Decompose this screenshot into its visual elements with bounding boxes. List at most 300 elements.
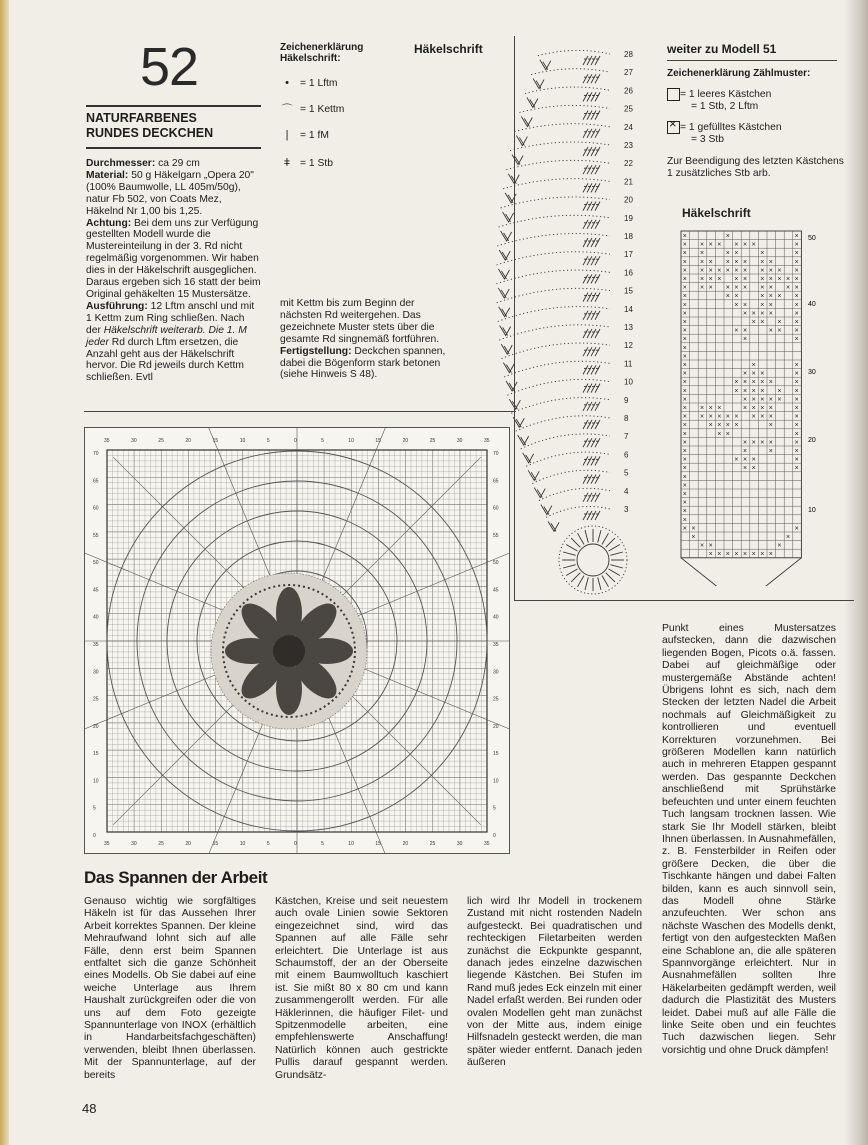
svg-text:×: ×	[760, 284, 765, 292]
svg-text:×: ×	[691, 534, 696, 541]
board-tick-left: 60	[93, 505, 99, 512]
svg-text:×: ×	[760, 405, 765, 412]
svg-text:×: ×	[760, 267, 765, 275]
continuation-heading: weiter zu Modell 51	[667, 42, 777, 56]
svg-text:×: ×	[777, 276, 782, 283]
round-number: 8	[624, 414, 629, 423]
svg-text:×: ×	[777, 542, 782, 550]
svg-text:×: ×	[725, 293, 730, 301]
round-number: 5	[624, 468, 629, 478]
svg-text:×: ×	[725, 422, 730, 430]
svg-text:×: ×	[717, 551, 722, 559]
svg-text:×: ×	[725, 413, 730, 421]
svg-text:×: ×	[794, 336, 799, 344]
svg-text:×: ×	[743, 370, 748, 378]
model-number: 52	[140, 37, 199, 97]
board-tick-right: 10	[493, 778, 499, 785]
execution-value-2: Rd durch Lftm ersetzen, die Anzahl geht aus der Häkelschrift hervor. Die Rd jeweils durch Kettm schließen. Evtl	[86, 336, 244, 384]
continuation-rule	[667, 60, 837, 61]
svg-text:×: ×	[743, 448, 748, 455]
board-tick-left: 0	[93, 833, 96, 839]
board-tick-bottom: 30	[131, 841, 137, 847]
svg-text:×: ×	[794, 241, 799, 249]
svg-text:×: ×	[734, 413, 739, 421]
round-number: 7	[624, 432, 629, 442]
svg-text:×: ×	[717, 413, 722, 421]
board-tick-top: 5	[266, 438, 270, 444]
svg-text:×: ×	[751, 439, 756, 447]
svg-text:×: ×	[751, 413, 756, 421]
round-number: 9	[624, 395, 629, 405]
board-tick-right: 5	[493, 805, 496, 812]
svg-text:×: ×	[768, 276, 773, 283]
svg-text:×: ×	[743, 551, 748, 559]
svg-text:×: ×	[760, 370, 765, 378]
empty-box-icon	[667, 88, 680, 101]
finishing-value: Deckchen spannen, dabei die Bögenform stark betonen (siehe Hinweis S 48).	[280, 345, 446, 381]
board-tick-bottom: 15	[375, 841, 381, 847]
model-title-line1: NATURFARBENES	[86, 111, 197, 125]
execution-label: Ausführung:	[86, 300, 148, 312]
board-tick-bottom: 25	[429, 841, 436, 847]
svg-text:×: ×	[768, 379, 773, 387]
count-legend-filled	[667, 121, 847, 134]
round-number: 11	[624, 359, 633, 369]
instructions-intro	[86, 158, 262, 384]
board-tick-right: 25	[493, 696, 499, 703]
svg-text:×: ×	[743, 284, 748, 292]
svg-text:×: ×	[768, 310, 773, 318]
svg-text:×: ×	[794, 319, 799, 326]
board-tick-right: 70	[493, 451, 499, 457]
count-legend-note: Zur Beendigung des letzten Kästchens 1 zusätzliches Stb arb.	[667, 156, 844, 179]
photo-frame-rule	[84, 411, 514, 412]
attention-value: Bei dem uns zur Verfügung gestellten Modell wurde die Mustereinteilung in der 3. Rd nicht regelmäßig vorgenommen. Wir haben dies in der Häkelschrift ausgeglichen. Daraus ergeben sich 16 statt der beim Original gehäkelten 15 Mustersätze.	[86, 217, 261, 300]
round-number: 14	[624, 304, 633, 314]
svg-text:×: ×	[725, 551, 730, 559]
svg-text:×: ×	[751, 396, 756, 404]
board-tick-right: 40	[493, 614, 499, 621]
svg-text:×: ×	[777, 319, 782, 326]
board-tick-top: 5	[321, 438, 324, 444]
svg-text:×: ×	[682, 508, 687, 516]
doily-photo	[211, 573, 367, 729]
svg-text:×: ×	[794, 379, 799, 387]
svg-text:×: ×	[786, 534, 791, 541]
filet-row-label: 10	[808, 507, 816, 514]
execution-value: 12 Lftm anschl und mit 1 Kettm zum Ring schließen. Nach der	[86, 300, 255, 336]
svg-text:×: ×	[682, 362, 687, 369]
svg-text:×: ×	[682, 439, 687, 447]
svg-text:×: ×	[794, 448, 799, 455]
svg-text:×: ×	[682, 276, 687, 283]
svg-text:×: ×	[743, 258, 748, 266]
heading-rule-bottom	[86, 147, 261, 149]
svg-text:×: ×	[725, 250, 730, 258]
svg-text:×: ×	[743, 405, 748, 412]
svg-text:×: ×	[768, 405, 773, 412]
board-tick-right: 55	[493, 532, 499, 539]
board-tick-left: 50	[93, 560, 99, 567]
count-legend	[667, 88, 847, 180]
round-number: 19	[624, 213, 633, 223]
board-tick-left: 40	[93, 614, 99, 621]
svg-text:×: ×	[708, 542, 713, 550]
legend-item-label: = 1 Kettm	[300, 103, 345, 115]
svg-text:×: ×	[751, 405, 756, 412]
chain-stitch-icon: •	[285, 77, 289, 89]
svg-text:×: ×	[794, 439, 799, 447]
svg-text:×: ×	[794, 362, 799, 369]
svg-text:×: ×	[708, 551, 713, 559]
svg-text:×: ×	[751, 319, 756, 326]
svg-text:×: ×	[734, 284, 739, 292]
svg-text:×: ×	[725, 430, 730, 438]
board-tick-top: 35	[484, 438, 490, 444]
board-tick-bottom: 5	[266, 841, 270, 847]
board-tick-right: 30	[493, 669, 499, 676]
count-legend-filled-detail: = 3 Stb	[691, 134, 724, 146]
svg-text:×: ×	[751, 362, 756, 369]
board-tick-left: 5	[93, 805, 96, 812]
svg-text:×: ×	[682, 233, 687, 240]
svg-text:×: ×	[760, 439, 765, 447]
double-crochet-icon: ǂ	[283, 157, 291, 169]
round-number: 23	[624, 141, 633, 150]
svg-text:×: ×	[717, 241, 722, 249]
svg-text:×: ×	[794, 310, 799, 318]
svg-text:×: ×	[743, 301, 748, 309]
svg-text:×: ×	[717, 267, 722, 275]
svg-text:×: ×	[743, 276, 748, 283]
svg-text:×: ×	[794, 233, 799, 240]
svg-text:×: ×	[760, 551, 765, 559]
svg-text:×: ×	[760, 310, 765, 318]
board-tick-right: 60	[493, 505, 499, 512]
legend-item-label: = 1 Stb	[300, 157, 333, 169]
svg-text:×: ×	[682, 370, 687, 378]
board-tick-left: 65	[93, 478, 99, 485]
round-number: 24	[624, 122, 633, 132]
svg-text:×: ×	[743, 336, 748, 344]
svg-text:×: ×	[734, 422, 739, 430]
count-legend-title: Zeichenerklärung Zählmuster:	[667, 68, 811, 79]
attention-label: Achtung:	[86, 217, 132, 229]
svg-text:×: ×	[682, 465, 687, 473]
svg-text:×: ×	[743, 310, 748, 318]
svg-text:×: ×	[777, 387, 782, 395]
svg-text:×: ×	[708, 267, 713, 275]
svg-text:×: ×	[794, 276, 799, 283]
svg-text:×: ×	[794, 405, 799, 412]
svg-text:×: ×	[777, 293, 782, 301]
svg-text:×: ×	[794, 301, 799, 309]
svg-text:×: ×	[717, 405, 722, 412]
board-tick-left: 45	[93, 587, 99, 594]
round-number: 21	[624, 177, 633, 187]
board-tick-top: 10	[348, 438, 354, 444]
round-number: 25	[624, 104, 633, 114]
board-tick-bottom: 30	[456, 841, 463, 847]
round-number: 27	[624, 68, 633, 78]
svg-text:×: ×	[682, 516, 687, 524]
svg-text:×: ×	[760, 413, 765, 421]
filet-row-label: 20	[808, 437, 816, 444]
svg-text:×: ×	[768, 293, 773, 301]
page-spine-shadow	[844, 0, 868, 1145]
svg-text:×: ×	[786, 276, 791, 283]
svg-text:×: ×	[786, 284, 791, 292]
svg-text:×: ×	[794, 370, 799, 378]
svg-text:×: ×	[708, 422, 713, 430]
svg-text:×: ×	[794, 387, 799, 395]
svg-text:×: ×	[682, 250, 687, 258]
svg-text:×: ×	[682, 293, 687, 301]
board-tick-bottom: 15	[212, 841, 219, 847]
board-tick-top: 35	[104, 438, 110, 444]
page-edge	[0, 0, 9, 1145]
board-tick-top: 25	[429, 438, 436, 444]
board-tick-right: 35	[493, 642, 499, 648]
round-number: 3	[624, 505, 629, 514]
svg-text:×: ×	[717, 430, 722, 438]
round-number: 22	[624, 159, 633, 169]
board-tick-bottom: 35	[104, 841, 110, 847]
body-column-3: lich wird Ihr Modell in trockenem Zustand mit nicht rostenden Nadeln aufgesteckt. Bei quadratischen und rechteckigen Filetarbeiten werden zunächst die Eckpunkte gespannt, danach jedes einzelne dazwischen liegende Kästchen. Bei Stufen im Rand muß jedes Eck einzeln mit einer Nadel erfaßt werden. Bei runden oder ovalen Modellen geht man zunächst von der Mitte aus, indem einige Hilfsnadeln gesteckt werden, die man später wieder entfernt. Danach jeden äußeren	[467, 896, 642, 1069]
svg-text:×: ×	[682, 241, 687, 249]
board-tick-bottom: 10	[239, 841, 246, 847]
svg-text:×: ×	[682, 319, 687, 326]
svg-text:×: ×	[743, 379, 748, 387]
board-tick-left: 15	[93, 751, 99, 758]
board-tick-top: 0	[294, 438, 297, 444]
blocking-board-photo	[84, 427, 510, 854]
svg-text:×: ×	[760, 258, 765, 266]
legend-item-slip	[280, 96, 400, 122]
svg-text:×: ×	[751, 370, 756, 378]
svg-text:×: ×	[682, 353, 687, 361]
legend-title: Zeichenerklärung Häkelschrift:	[280, 42, 364, 64]
round-number: 15	[624, 286, 633, 296]
body-column-2: Kästchen, Kreise und seit neuestem auch ovale Linien sowie Sektoren eingezeichnet sind, wird das Spannen auf alle Fälle sehr erleichtert. Die Unterlage ist aus Schaumstoff, der an der Oberseite mit einem Baumwolltuch kaschiert ist. Sie mißt 80 x 80 cm und kann zusammengerollt werden. Für alle Häklerinnen, die häufiger Filet- und Spitzenmodelle arbeiten, eine empfehlenswerte Anschaffung! Natürlich können auch gestrickte Pullis darauf gespannt werden. Grundsätz-	[275, 896, 448, 1081]
svg-text:×: ×	[734, 293, 739, 301]
board-tick-top: 25	[158, 438, 164, 444]
svg-text:×: ×	[777, 267, 782, 275]
board-tick-top: 15	[212, 438, 219, 444]
board-tick-left: 25	[93, 696, 99, 703]
svg-text:×: ×	[760, 379, 765, 387]
legend-item-label: = 1 Lftm	[300, 77, 338, 89]
svg-text:×: ×	[725, 233, 730, 240]
svg-text:×: ×	[717, 276, 722, 283]
svg-text:×: ×	[734, 456, 739, 464]
svg-text:×: ×	[794, 465, 799, 473]
svg-text:×: ×	[725, 258, 730, 266]
svg-text:×: ×	[743, 387, 748, 395]
svg-text:×: ×	[700, 267, 705, 275]
svg-text:×: ×	[768, 284, 773, 292]
legend-item-label: = 1 fM	[300, 129, 329, 141]
svg-text:×: ×	[700, 405, 705, 412]
svg-text:×: ×	[682, 379, 687, 387]
count-legend-empty	[667, 88, 847, 101]
svg-text:×: ×	[743, 241, 748, 249]
legend-list	[280, 70, 400, 178]
round-number: 4	[624, 486, 629, 496]
board-tick-left: 35	[93, 642, 99, 648]
material-label: Material:	[86, 169, 129, 181]
right-panel-bottom-rule	[514, 600, 854, 601]
filet-chart-title: Häkelschrift	[682, 206, 751, 220]
board-tick-top: 10	[239, 438, 246, 444]
board-tick-bottom: 10	[348, 841, 354, 847]
board-tick-left: 70	[93, 451, 99, 457]
svg-text:×: ×	[682, 336, 687, 344]
svg-text:×: ×	[708, 258, 713, 266]
crochet-chart-title: Häkelschrift	[414, 42, 483, 56]
board-tick-left: 30	[93, 669, 99, 676]
svg-text:×: ×	[734, 551, 739, 559]
svg-text:×: ×	[682, 258, 687, 266]
svg-text:×: ×	[725, 284, 730, 292]
board-tick-top: 20	[185, 438, 191, 444]
svg-text:×: ×	[734, 250, 739, 258]
svg-text:×: ×	[700, 542, 705, 550]
single-crochet-icon: |	[285, 129, 289, 141]
round-number: 18	[624, 232, 633, 241]
svg-text:×: ×	[682, 387, 687, 395]
board-tick-right: 20	[493, 723, 499, 730]
svg-text:×: ×	[682, 430, 687, 438]
svg-text:×: ×	[734, 241, 739, 249]
board-tick-right: 15	[493, 751, 499, 758]
svg-text:×: ×	[743, 465, 748, 473]
execution-italic: Häkelschrift weiterarb. Die 1. M jeder	[86, 324, 247, 348]
svg-text:×: ×	[751, 387, 756, 395]
round-number: 20	[624, 195, 633, 205]
svg-text:×: ×	[682, 267, 687, 275]
svg-text:×: ×	[734, 387, 739, 395]
svg-text:×: ×	[734, 301, 739, 309]
svg-text:×: ×	[725, 267, 730, 275]
svg-text:×: ×	[700, 413, 705, 421]
svg-text:×: ×	[760, 387, 765, 395]
heading-rule-top	[86, 105, 261, 107]
svg-text:×: ×	[794, 413, 799, 421]
svg-text:×: ×	[743, 267, 748, 275]
page-number: 48	[82, 1101, 97, 1116]
svg-text:×: ×	[768, 301, 773, 309]
finishing-label: Fertigstellung:	[280, 345, 352, 357]
svg-text:×: ×	[760, 276, 765, 283]
svg-text:×: ×	[751, 465, 756, 473]
svg-text:×: ×	[768, 422, 773, 430]
svg-text:×: ×	[682, 473, 687, 481]
board-tick-left: 20	[93, 723, 99, 730]
right-panel-divider	[514, 36, 515, 601]
svg-text:×: ×	[760, 301, 765, 309]
count-legend-empty-label: = 1 leeres Kästchen	[680, 89, 772, 101]
svg-text:×: ×	[751, 551, 756, 559]
svg-text:×: ×	[734, 267, 739, 275]
svg-text:×: ×	[768, 551, 773, 559]
round-number: 28	[624, 50, 633, 59]
svg-text:×: ×	[794, 284, 799, 292]
board-tick-left: 10	[93, 778, 99, 785]
count-legend-empty-detail: = 1 Stb, 2 Lftm	[691, 101, 759, 113]
svg-text:×: ×	[708, 276, 713, 283]
svg-text:×: ×	[708, 241, 713, 249]
svg-text:×: ×	[700, 241, 705, 249]
svg-text:×: ×	[760, 293, 765, 301]
svg-text:×: ×	[682, 448, 687, 455]
board-tick-right: 45	[493, 587, 499, 594]
svg-text:×: ×	[760, 396, 765, 404]
material-value: 50 g Häkelgarn „Opera 20" (100% Baumwolle, LL 405m/50g), natur Fb 502, von Coats Mez, Häkelnd Nr 1,00 bis 1,25.	[86, 169, 254, 217]
svg-text:×: ×	[751, 241, 756, 249]
svg-text:×: ×	[682, 525, 687, 533]
legend-item-double	[280, 148, 400, 178]
svg-text:×: ×	[768, 327, 773, 335]
round-number: 6	[624, 450, 629, 460]
svg-text:×: ×	[794, 525, 799, 533]
round-number: 16	[624, 268, 633, 278]
round-number: 13	[624, 323, 633, 332]
svg-text:×: ×	[768, 396, 773, 404]
svg-text:×: ×	[768, 439, 773, 447]
svg-text:×: ×	[794, 258, 799, 266]
svg-text:×: ×	[743, 396, 748, 404]
instructions-continued	[280, 298, 458, 381]
svg-text:×: ×	[743, 456, 748, 464]
slip-stitch-icon: ⌒	[281, 104, 293, 116]
svg-text:×: ×	[760, 250, 765, 258]
legend-item-chain	[280, 70, 400, 96]
svg-text:×: ×	[794, 293, 799, 301]
svg-text:×: ×	[682, 284, 687, 292]
board-tick-right: 0	[493, 833, 496, 839]
svg-text:×: ×	[682, 456, 687, 464]
svg-text:×: ×	[708, 413, 713, 421]
board-tick-bottom: 20	[402, 841, 409, 847]
board-tick-top: 30	[456, 438, 463, 444]
svg-text:×: ×	[794, 250, 799, 258]
svg-text:×: ×	[768, 267, 773, 275]
svg-text:×: ×	[682, 413, 687, 421]
svg-text:×: ×	[700, 250, 705, 258]
svg-text:×: ×	[751, 456, 756, 464]
board-tick-top: 30	[131, 438, 137, 444]
svg-text:×: ×	[734, 276, 739, 283]
svg-text:×: ×	[794, 267, 799, 275]
svg-text:×: ×	[794, 327, 799, 335]
svg-text:×: ×	[682, 301, 687, 309]
filet-row-label: 40	[808, 301, 816, 308]
svg-text:×: ×	[700, 284, 705, 292]
svg-text:×: ×	[794, 422, 799, 430]
svg-text:×: ×	[751, 379, 756, 387]
svg-text:×: ×	[682, 405, 687, 412]
svg-text:×: ×	[794, 396, 799, 404]
model-title	[86, 111, 266, 141]
filet-row-label: 30	[808, 369, 816, 376]
svg-text:×: ×	[682, 499, 687, 507]
svg-text:×: ×	[682, 482, 687, 490]
svg-text:×: ×	[794, 430, 799, 438]
filled-box-icon	[667, 121, 680, 134]
svg-text:×: ×	[751, 310, 756, 318]
diameter-label: Durchmesser:	[86, 158, 156, 169]
